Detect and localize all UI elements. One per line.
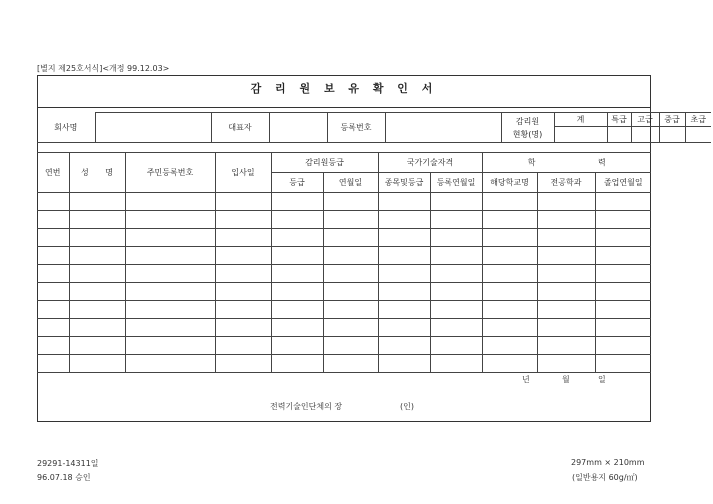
table-cell[interactable] <box>37 337 69 355</box>
col-school-header: 해당학교명 <box>482 173 537 193</box>
table-cell[interactable] <box>378 247 430 265</box>
table-cell[interactable] <box>215 211 271 229</box>
table-cell[interactable] <box>430 319 482 337</box>
col-seq-header: 연번 <box>37 153 69 193</box>
table-cell[interactable] <box>323 193 378 211</box>
table-cell[interactable] <box>482 265 537 283</box>
form-code: [별지 제25호서식]<개정 99.12.03> <box>37 64 170 73</box>
table-cell[interactable] <box>595 301 651 319</box>
table-cell[interactable] <box>378 355 430 373</box>
table-cell[interactable] <box>537 283 595 301</box>
table-cell[interactable] <box>595 355 651 373</box>
table-cell[interactable] <box>378 193 430 211</box>
col-license-header: 종목및등급 <box>378 173 430 193</box>
table-cell[interactable] <box>125 355 215 373</box>
table-cell[interactable] <box>271 319 323 337</box>
table-cell[interactable] <box>37 355 69 373</box>
table-cell[interactable] <box>430 211 482 229</box>
table-cell[interactable] <box>482 337 537 355</box>
grade-high-label: 고급 <box>631 113 659 127</box>
grade-high-field[interactable] <box>631 127 659 143</box>
table-cell[interactable] <box>430 301 482 319</box>
grade-mid-label: 중급 <box>659 113 685 127</box>
table-cell[interactable] <box>271 211 323 229</box>
grade-low-label: 초급 <box>685 113 711 127</box>
table-cell[interactable] <box>430 337 482 355</box>
table-cell[interactable] <box>537 301 595 319</box>
table-cell[interactable] <box>595 247 651 265</box>
table-cell[interactable] <box>323 283 378 301</box>
table-cell[interactable] <box>430 229 482 247</box>
table-cell[interactable] <box>378 319 430 337</box>
table-cell[interactable] <box>69 247 125 265</box>
table-cell[interactable] <box>215 265 271 283</box>
table-cell[interactable] <box>271 283 323 301</box>
paper-spec: (일반용지 60g/㎡) <box>572 473 638 482</box>
table-row <box>37 247 651 265</box>
table-row <box>37 337 651 355</box>
registration-number-field[interactable] <box>385 113 501 143</box>
grade-special-label: 특급 <box>607 113 631 127</box>
table-cell[interactable] <box>595 211 651 229</box>
staff-table <box>37 152 651 373</box>
paper-size: 297mm × 210mm <box>571 458 645 467</box>
group-license-header: 국가기술자격 <box>378 153 482 173</box>
table-cell[interactable] <box>378 229 430 247</box>
table-cell[interactable] <box>69 283 125 301</box>
table-cell[interactable] <box>125 319 215 337</box>
table-cell[interactable] <box>215 355 271 373</box>
table-cell[interactable] <box>482 211 537 229</box>
table-cell[interactable] <box>215 283 271 301</box>
table-cell[interactable] <box>69 301 125 319</box>
table-cell[interactable] <box>215 229 271 247</box>
table-cell[interactable] <box>125 337 215 355</box>
table-cell[interactable] <box>69 193 125 211</box>
table-cell[interactable] <box>430 355 482 373</box>
table-cell[interactable] <box>37 229 69 247</box>
table-cell[interactable] <box>69 211 125 229</box>
grade-special-field[interactable] <box>607 127 631 143</box>
table-cell[interactable] <box>37 211 69 229</box>
col-major-header: 전공학과 <box>537 173 595 193</box>
table-cell[interactable] <box>430 247 482 265</box>
grade-total-field[interactable] <box>554 127 607 143</box>
table-cell[interactable] <box>69 265 125 283</box>
col-grade-header: 등급 <box>271 173 323 193</box>
registration-number-label: 등록번호 <box>327 113 385 143</box>
table-cell[interactable] <box>595 229 651 247</box>
document-number: 29291-14311일 <box>37 459 99 468</box>
table-cell[interactable] <box>215 193 271 211</box>
table-cell[interactable] <box>323 301 378 319</box>
col-grade-date-header: 연월일 <box>323 173 378 193</box>
col-grad-date-header: 졸업연월일 <box>595 173 651 193</box>
table-cell[interactable] <box>323 211 378 229</box>
table-cell[interactable] <box>215 337 271 355</box>
grade-total-label: 계 <box>554 113 607 127</box>
title-divider <box>37 107 651 108</box>
col-license-date-header: 등록연월일 <box>430 173 482 193</box>
approval-date: 96.07.18 승인 <box>37 473 91 482</box>
table-cell[interactable] <box>430 265 482 283</box>
table-cell[interactable] <box>271 301 323 319</box>
table-cell[interactable] <box>125 301 215 319</box>
table-cell[interactable] <box>271 193 323 211</box>
table-cell[interactable] <box>323 247 378 265</box>
table-cell[interactable] <box>537 229 595 247</box>
table-cell[interactable] <box>595 193 651 211</box>
table-cell[interactable] <box>430 193 482 211</box>
table-cell[interactable] <box>125 211 215 229</box>
table-cell[interactable] <box>537 355 595 373</box>
table-cell[interactable] <box>271 229 323 247</box>
group-education-header: 학 력 <box>482 153 651 173</box>
table-cell[interactable] <box>125 247 215 265</box>
table-cell[interactable] <box>323 265 378 283</box>
col-name-header: 성 명 <box>69 153 125 193</box>
table-cell[interactable] <box>378 283 430 301</box>
table-row <box>37 319 651 337</box>
table-cell[interactable] <box>271 355 323 373</box>
table-cell[interactable] <box>37 247 69 265</box>
company-name-field[interactable] <box>95 113 211 143</box>
table-cell[interactable] <box>378 265 430 283</box>
table-cell[interactable] <box>378 337 430 355</box>
table-row <box>37 301 651 319</box>
table-cell[interactable] <box>537 265 595 283</box>
table-cell[interactable] <box>271 337 323 355</box>
staff-status-label: 감리원 현황(명) <box>501 113 554 143</box>
table-cell[interactable] <box>537 193 595 211</box>
table-cell[interactable] <box>482 319 537 337</box>
table-row <box>37 193 651 211</box>
table-cell[interactable] <box>595 265 651 283</box>
table-row <box>37 283 651 301</box>
table-cell[interactable] <box>323 229 378 247</box>
representative-field[interactable] <box>269 113 327 143</box>
table-cell[interactable] <box>37 265 69 283</box>
table-cell[interactable] <box>69 229 125 247</box>
table-cell[interactable] <box>378 301 430 319</box>
table-cell[interactable] <box>37 283 69 301</box>
table-cell[interactable] <box>595 319 651 337</box>
table-cell[interactable] <box>323 319 378 337</box>
grade-low-field[interactable] <box>685 127 711 143</box>
table-cell[interactable] <box>69 337 125 355</box>
table-cell[interactable] <box>125 229 215 247</box>
form-title: 감 리 원 보 유 확 인 서 <box>250 82 438 95</box>
table-cell[interactable] <box>482 355 537 373</box>
table-cell[interactable] <box>215 301 271 319</box>
table-cell[interactable] <box>537 211 595 229</box>
table-cell[interactable] <box>37 193 69 211</box>
representative-label: 대표자 <box>211 113 269 143</box>
company-info-table <box>37 112 711 143</box>
table-cell[interactable] <box>271 265 323 283</box>
table-cell[interactable] <box>125 193 215 211</box>
table-cell[interactable] <box>378 211 430 229</box>
table-cell[interactable] <box>69 355 125 373</box>
table-row <box>37 229 651 247</box>
table-row <box>37 211 651 229</box>
company-name-label: 회사명 <box>37 113 95 143</box>
table-cell[interactable] <box>125 265 215 283</box>
table-cell[interactable] <box>125 283 215 301</box>
table-cell[interactable] <box>215 247 271 265</box>
table-cell[interactable] <box>215 319 271 337</box>
table-cell[interactable] <box>482 247 537 265</box>
group-grade-header: 감리원등급 <box>271 153 378 173</box>
table-cell[interactable] <box>323 337 378 355</box>
table-cell[interactable] <box>595 337 651 355</box>
table-cell[interactable] <box>271 247 323 265</box>
table-cell[interactable] <box>482 301 537 319</box>
table-cell[interactable] <box>37 301 69 319</box>
grade-mid-field[interactable] <box>659 127 685 143</box>
table-cell[interactable] <box>482 283 537 301</box>
seal-mark: (인) <box>400 402 414 411</box>
table-cell[interactable] <box>537 247 595 265</box>
table-cell[interactable] <box>323 355 378 373</box>
col-join-header: 입사일 <box>215 153 271 193</box>
table-cell[interactable] <box>482 229 537 247</box>
table-cell[interactable] <box>482 193 537 211</box>
signer-title: 전력기술인단체의 장 <box>270 402 343 411</box>
table-row <box>37 355 651 373</box>
date-year: 년 <box>522 375 530 384</box>
date-day: 일 <box>598 375 606 384</box>
date-month: 월 <box>562 375 570 384</box>
table-cell[interactable] <box>537 319 595 337</box>
table-cell[interactable] <box>595 283 651 301</box>
table-row <box>37 265 651 283</box>
table-cell[interactable] <box>69 319 125 337</box>
table-cell[interactable] <box>537 337 595 355</box>
table-cell[interactable] <box>37 319 69 337</box>
col-id-header: 주민등록번호 <box>125 153 215 193</box>
table-cell[interactable] <box>430 283 482 301</box>
